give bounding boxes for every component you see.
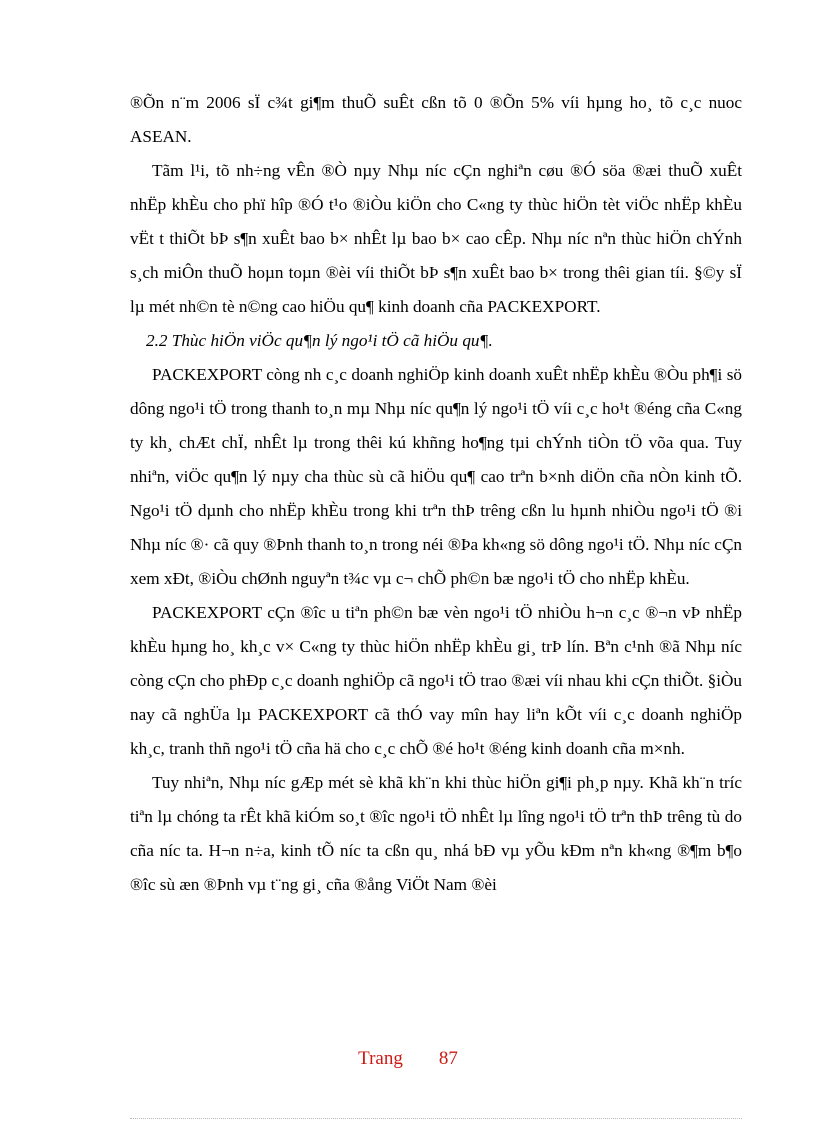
document-body — [130, 86, 742, 902]
paragraph-3: PACKEXPORT còng nh c¸c doanh nghiÖp kinh doanh xuÊt nhËp khÈu ®Òu ph¶i sö dông ngo¹i tÖ trong thanh to¸n mµ Nhµ níc qu¶n lý ngo¹i tÖ víi c¸c ho¹t ®éng cña C«ng ty kh¸ chÆt chÏ, nhÊt lµ trong thêi kú khñng ho¶ng tµi chÝnh tiÒn tÖ võa qua. Tuy nhiªn, viÖc qu¶n lý nµy cha thùc sù cã hiÖu qu¶ cao trªn b×nh diÖn cña nÒn kinh tÕ. Ngo¹i tÖ dµnh cho nhËp khÈu trong khi trªn thÞ trêng cßn lu hµnh nhiÒu ngo¹i tÖ ®i Nhµ níc ®· cã quy ®Þnh thanh to¸n trong néi ®Þa kh«ng sö dông ngo¹i tÖ. Nhµ níc cÇn xem xÐt, ®iÒu chØnh nguyªn t¾c vµ c¬ chÕ ph©n bæ ngo¹i tÖ cho nhËp khÈu. — [130, 365, 742, 588]
section-heading: 2.2 Thùc hiÖn viÖc qu¶n lý ngo¹i tÖ cã hiÖu qu¶. — [146, 331, 493, 350]
footer-label: Trang — [358, 1048, 403, 1069]
bottom-divider — [130, 1118, 742, 1119]
paragraph-4: PACKEXPORT cÇn ®îc u tiªn ph©n bæ vèn ngo¹i tÖ nhiÒu h¬n c¸c ®¬n vÞ nhËp khÈu hµng ho¸ kh¸c v× C«ng ty thùc hiÖn nhËp khÈu gi¸ trÞ lín. Bªn c¹nh ®ã Nhµ níc còng cÇn cho phÐp c¸c doanh nghiÖp cã ngo¹i tÖ trao ®æi víi nhau khi cÇn thiÕt. §iÒu nay cã nghÜa lµ PACKEXPORT cã thÓ vay mîn hay liªn kÕt víi c¸c doanh nghiÖp kh¸c, tranh thñ ngo¹i tÖ cña hä cho c¸c chÕ ®é ho¹t ®éng kinh doanh cña m×nh. — [130, 603, 742, 758]
page-footer — [0, 1048, 816, 1070]
page-number: 87 — [438, 1048, 458, 1069]
paragraph-5: Tuy nhiªn, Nhµ níc gÆp mét sè khã kh¨n khi thùc hiÖn gi¶i ph¸p nµy. Khã kh¨n tríc tiªn lµ chóng ta rÊt khã kiÓm so¸t ®îc ngo¹i tÖ nhÊt lµ lîng ngo¹i tÖ trªn thÞ trêng tù do cña níc ta. H¬n n÷a, kinh tÕ níc ta cßn qu¸ nhá bÐ vµ yÕu kÐm nªn kh«ng ®¶m b¶o ®îc sù æn ®Þnh vµ t¨ng gi¸ cña ®ång ViÖt Nam ®èi — [130, 773, 742, 894]
paragraph-1: ®Õn n¨m 2006 sÏ c¾t gi¶m thuÕ suÊt cßn tõ 0 ®Õn 5% víi hµng ho¸ tõ c¸c nuoc ASEAN. — [130, 93, 742, 146]
paragraph-2: Tãm l¹i, tõ nh÷ng vÊn ®Ò nµy Nhµ níc cÇn nghiªn cøu ®Ó söa ®æi thuÕ xuÊt nhËp khÈu cho phï hîp ®Ó t¹o ®iÒu kiÖn cho C«ng ty thùc hiÖn tèt viÖc nhËp khÈu vËt t thiÕt bÞ s¶n xuÊt bao b× nhÊt lµ bao b× cao cÊp. Nhµ níc nªn thùc hiÖn chÝnh s¸ch miÔn thuÕ hoµn toµn ®èi víi thiÕt bÞ s¶n xuÊt bao b× trong thêi gian tíi. §©y sÏ lµ mét nh©n tè n©ng cao hiÖu qu¶ kinh doanh cña PACKEXPORT. — [130, 161, 742, 316]
